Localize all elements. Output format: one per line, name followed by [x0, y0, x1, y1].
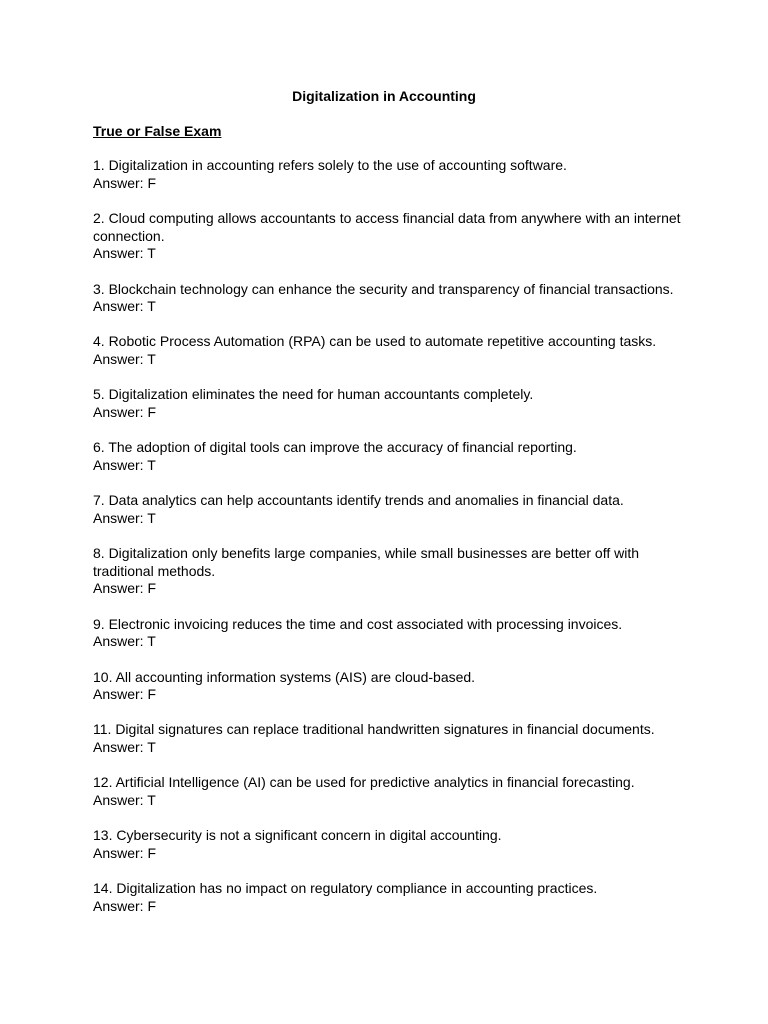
answer-text: Answer: T [93, 633, 156, 650]
question-text: 4. Robotic Process Automation (RPA) can be used to automate repetitive accounting tasks. [93, 333, 657, 350]
question-item [93, 880, 683, 915]
answer-text: Answer: T [93, 509, 156, 526]
question-text: 12. Artificial Intelligence (AI) can be used for predictive analytics in financial forecasting. [93, 774, 635, 791]
question-item [93, 210, 683, 263]
question-text: 13. Cybersecurity is not a significant concern in digital accounting. [93, 827, 502, 844]
answer-text: Answer: T [93, 351, 156, 368]
answer-text: Answer: F [93, 686, 157, 703]
question-item [93, 545, 683, 598]
question-list [93, 157, 683, 933]
question-item [93, 721, 683, 756]
question-text: 8. Digitalization only benefits large companies, while small businesses are better off with traditional methods. [93, 545, 640, 579]
answer-text: Answer: T [93, 245, 156, 262]
answer-text: Answer: F [93, 897, 157, 914]
question-item [93, 439, 683, 474]
section-heading: True or False Exam [93, 123, 222, 139]
question-item [93, 333, 683, 368]
question-item [93, 281, 683, 316]
question-text: 2. Cloud computing allows accountants to access financial data from anywhere with an internet connection. [93, 209, 681, 244]
question-text: 3. Blockchain technology can enhance the security and transparency of financial transactions. [93, 280, 674, 297]
question-text: 5. Digitalization eliminates the need for human accountants completely. [93, 386, 534, 403]
answer-text: Answer: F [93, 174, 157, 191]
question-item [93, 774, 683, 809]
answer-text: Answer: T [93, 792, 156, 809]
document-title: Digitalization in Accounting [292, 88, 476, 104]
answer-text: Answer: T [93, 739, 156, 756]
question-item [93, 827, 683, 862]
question-text: 10. All accounting information systems (AIS) are cloud-based. [93, 668, 476, 685]
answer-text: Answer: F [93, 404, 157, 421]
answer-text: Answer: T [93, 456, 156, 473]
question-text: 14. Digitalization has no impact on regulatory compliance in accounting practices. [93, 880, 598, 897]
question-item [93, 616, 683, 651]
question-item [93, 157, 683, 192]
question-item [93, 669, 683, 704]
answer-text: Answer: F [93, 844, 157, 861]
question-text: 11. Digital signatures can replace traditional handwritten signatures in financial documents. [93, 721, 655, 738]
question-text: 6. The adoption of digital tools can improve the accuracy of financial reporting. [93, 439, 577, 456]
question-text: 7. Data analytics can help accountants identify trends and anomalies in financial data. [93, 492, 624, 509]
answer-text: Answer: F [93, 580, 157, 597]
question-item [93, 386, 683, 421]
answer-text: Answer: T [93, 298, 156, 315]
question-text: 1. Digitalization in accounting refers solely to the use of accounting software. [93, 157, 567, 173]
question-item [93, 492, 683, 527]
question-text: 9. Electronic invoicing reduces the time and cost associated with processing invoices. [93, 615, 623, 632]
